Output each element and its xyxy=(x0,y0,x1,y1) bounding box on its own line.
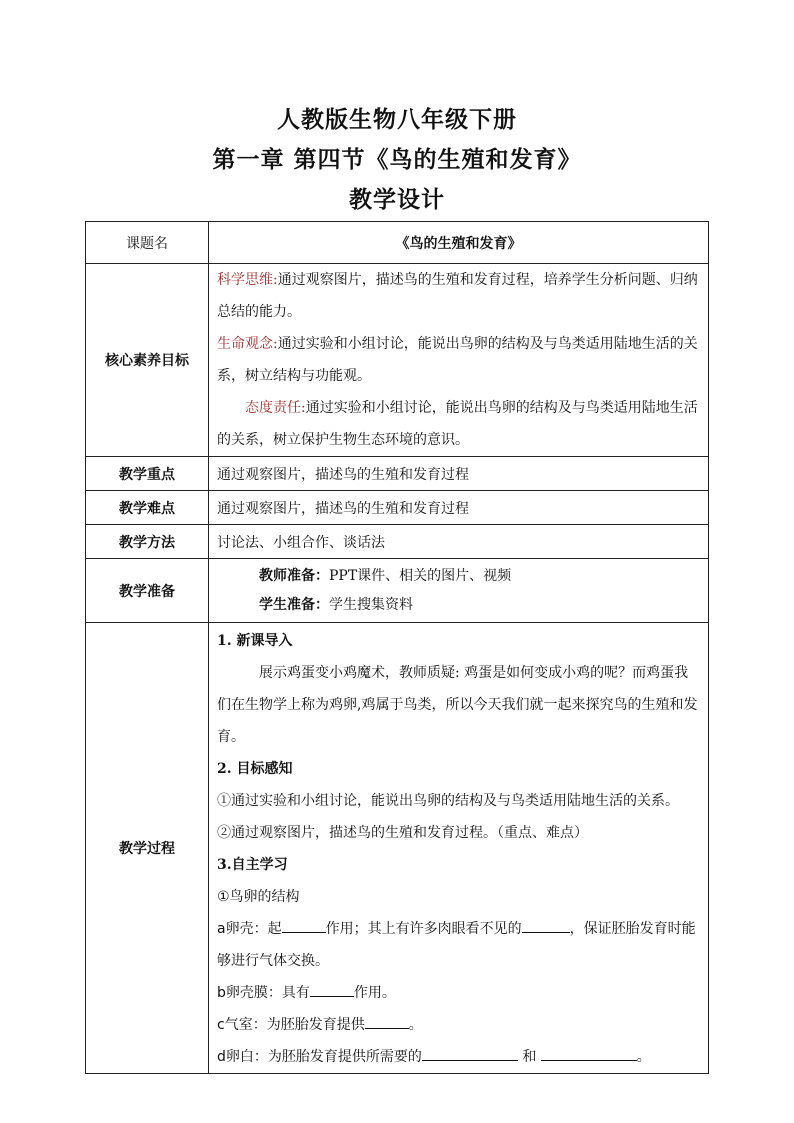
value-method: 讨论法、小组合作、谈话法 xyxy=(209,525,709,559)
row-core-literacy xyxy=(86,264,709,457)
label-key-point: 教学重点 xyxy=(86,457,209,491)
fill-blank xyxy=(522,917,570,933)
prep-teacher-tag: 教师准备： xyxy=(259,567,329,584)
row-key-point xyxy=(86,457,709,491)
process-content xyxy=(209,623,709,1074)
value-difficulty: 通过观察图片，描述鸟的生殖和发育过程 xyxy=(209,491,709,525)
process-s2-item1: ①通过实验和小组讨论，能说出鸟卵的结构及与鸟类适用陆地生活的关系。 xyxy=(217,793,679,809)
fill-b-part2: 作用。 xyxy=(353,985,396,1001)
core-text-life: 通过实验和小组讨论，能说出鸟卵的结构及与鸟类适用陆地生活的关系，树立结构与功能观。 xyxy=(217,336,698,384)
prep-student-text: 学生搜集资料 xyxy=(329,596,413,613)
prep-teacher xyxy=(217,562,700,591)
process-s2-item2: ②通过观察图片，描述鸟的生殖和发育过程。（重点、难点） xyxy=(217,825,588,841)
core-text-attitude: 通过实验和小组讨论，能说出鸟卵的结构及与鸟类适用陆地生活的关系，树立保护生物生态环境的意识。 xyxy=(217,400,698,448)
fill-line-a xyxy=(217,913,700,977)
process-s1-text: 展示鸡蛋变小鸡魔术，教师质疑: 鸡蛋是如何变成小鸡的呢？而鸡蛋我们在生物学上称为鸡卵,鸡属于鸟类，所以今天我们就一起来探究鸟的生殖和发育。 xyxy=(217,665,698,745)
label-prep: 教学准备 xyxy=(86,559,209,623)
label-difficulty: 教学难点 xyxy=(86,491,209,525)
core-literacy-content xyxy=(209,264,709,457)
title-design: 教学设计 xyxy=(349,186,445,213)
label-method: 教学方法 xyxy=(86,525,209,559)
fill-a-part3: ，保证胚胎发育时能够进行气体交换。 xyxy=(217,921,696,969)
core-item-thinking xyxy=(217,264,700,328)
fill-blank xyxy=(422,1045,518,1061)
prep-teacher-text: PPT课件、相关的图片、视频 xyxy=(329,567,512,584)
core-item-attitude xyxy=(217,392,700,456)
row-difficulty xyxy=(86,491,709,525)
process-s1-title: 1. 新课导入 xyxy=(217,633,293,649)
fill-d-part1: d卵白：为胚胎发育提供所需要的 xyxy=(217,1049,422,1065)
fill-c-part2: 。 xyxy=(408,1017,423,1033)
lesson-plan-table xyxy=(85,221,709,1074)
row-process xyxy=(86,623,709,1074)
row-topic xyxy=(86,222,709,264)
label-core-literacy: 核心素养目标 xyxy=(86,264,209,457)
process-s3-title: 3.自主学习 xyxy=(217,857,288,873)
fill-a-part2: 作用；其上有许多肉眼看不见的 xyxy=(325,921,522,937)
fill-line-c xyxy=(217,1009,700,1041)
fill-blank xyxy=(365,1013,409,1029)
fill-c-part1: c气室：为胚胎发育提供 xyxy=(217,1017,365,1033)
fill-line-b xyxy=(217,977,700,1009)
row-prep xyxy=(86,559,709,623)
core-item-life xyxy=(217,328,700,392)
label-process: 教学过程 xyxy=(86,623,209,1074)
row-method xyxy=(86,525,709,559)
process-s3-sub: ①鸟卵的结构 xyxy=(217,889,300,905)
process-s2-title: 2. 目标感知 xyxy=(217,761,293,777)
value-topic: 《鸟的生殖和发育》 xyxy=(209,222,709,264)
title-block xyxy=(0,100,794,220)
prep-content xyxy=(209,559,709,623)
label-topic: 课题名 xyxy=(86,222,209,264)
fill-d-part2: 和 xyxy=(517,1049,541,1065)
core-tag-thinking: 科学思维: xyxy=(217,272,278,288)
prep-student xyxy=(217,591,700,620)
core-tag-life: 生命观念: xyxy=(217,336,278,352)
fill-blank xyxy=(541,1045,637,1061)
value-key-point: 通过观察图片，描述鸟的生殖和发育过程 xyxy=(209,457,709,491)
title-chapter: 第一章 第四节《鸟的生殖和发育》 xyxy=(212,146,582,173)
core-text-thinking: 通过观察图片，描述鸟的生殖和发育过程，培养学生分析问题、归纳总结的能力。 xyxy=(217,272,698,320)
prep-student-tag: 学生准备： xyxy=(259,596,329,613)
fill-b-part1: b卵壳膜：具有 xyxy=(217,985,310,1001)
fill-a-part1: a卵壳：起 xyxy=(217,921,282,937)
fill-line-d xyxy=(217,1041,700,1073)
fill-blank xyxy=(310,981,354,997)
core-tag-attitude: 态度责任: xyxy=(245,400,306,416)
title-textbook: 人教版生物八年级下册 xyxy=(277,106,517,133)
fill-d-part3: 。 xyxy=(636,1049,651,1065)
fill-blank xyxy=(282,917,326,933)
